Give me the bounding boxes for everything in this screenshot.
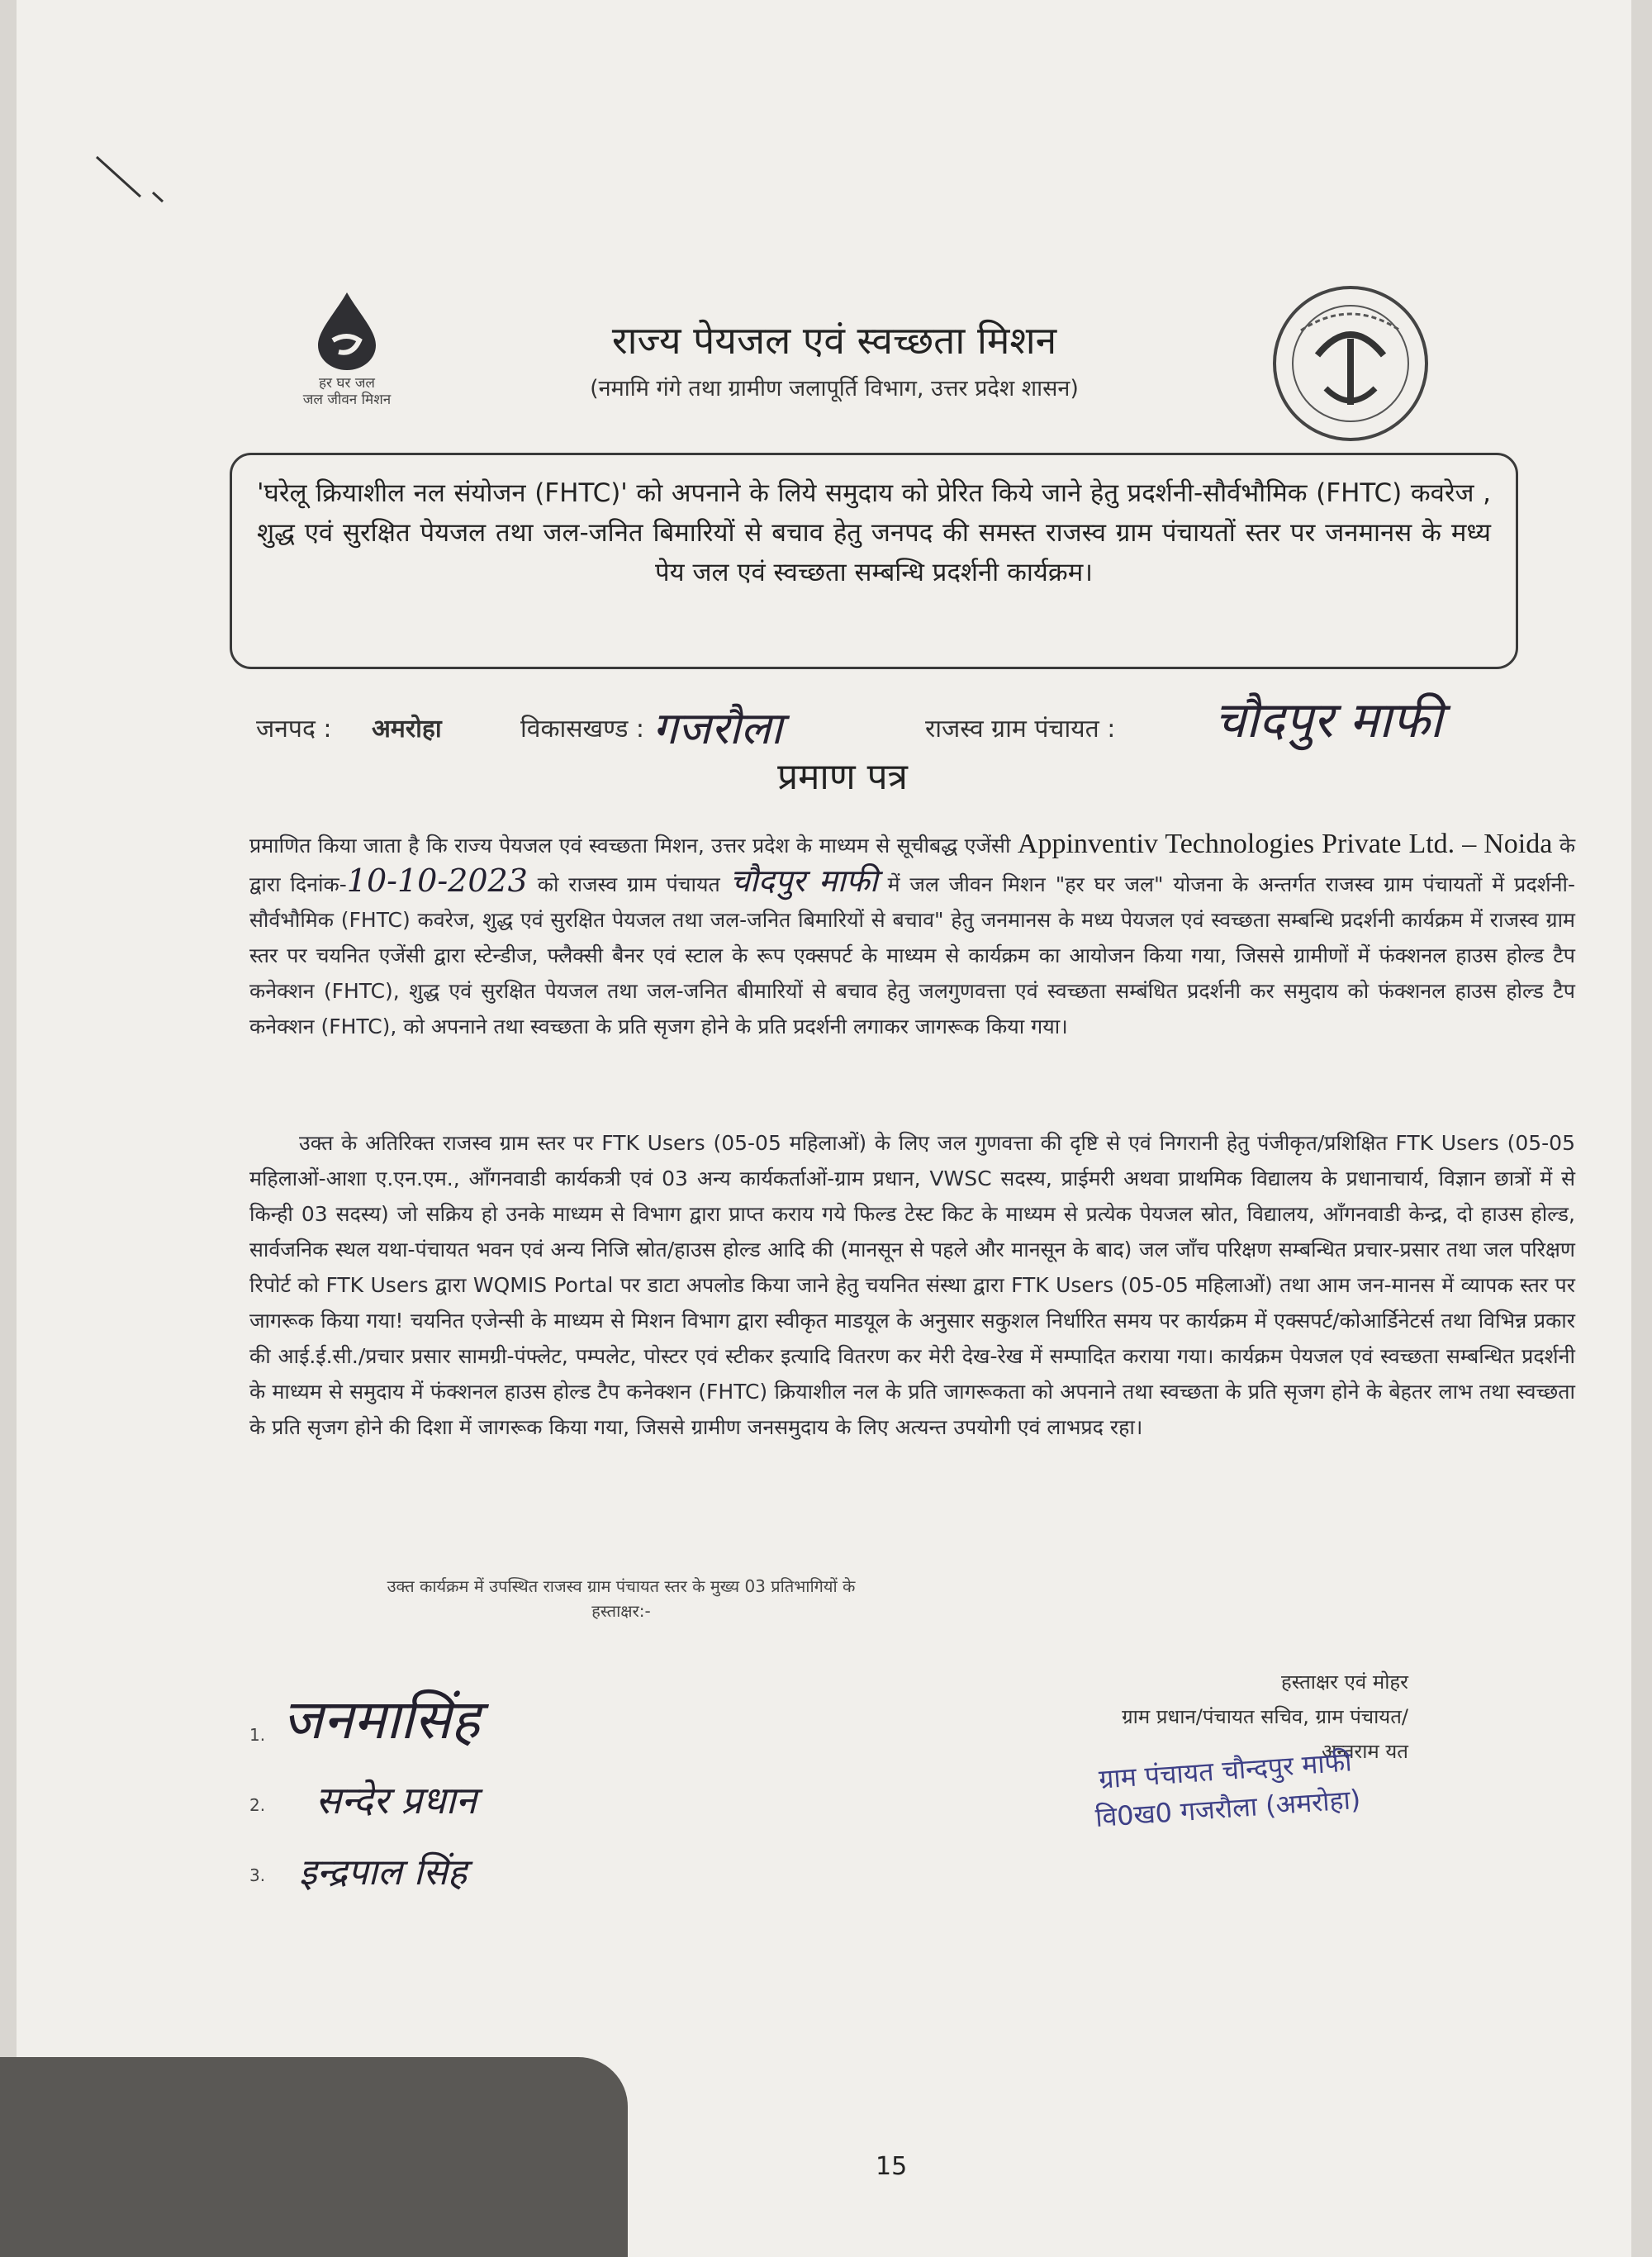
signature-intro-line2: हस्ताक्षर:- xyxy=(591,1601,651,1621)
seal-line-2: ग्राम प्रधान/पंचायत सचिव, ग्राम पंचायत/ xyxy=(1122,1705,1408,1728)
signature-value: इन्द्रपाल सिंह xyxy=(299,1851,468,1894)
body-paragraph-2: उक्त के अतिरिक्त राजस्व ग्राम स्तर पर FTK Users (05-05 महिलाओं) के लिए जल गुणवत्ता की दृष्टि से एवं निगरानी हेतु पंजीकृत/प्रशिक्षित FTK Users (05-05 महिलाओं-आशा ए.एन.एम., आँगनवाडी कार्यकत्री एवं 03 अन्य कार्यकर्ताओं-ग्राम प्रधान, VWSC सदस्य, प्राईमरी अथवा प्राथमिक विद्यालय के प्रधानाचार्य, विज्ञान छात्रों में से किन्ही 03 सदस्य) जो सक्रिय हो उनके माध्यम से विभाग द्वारा प्राप्त कराय गये फिल्ड टेस्ट किट के माध्यम से प्रत्येक पेयजल स्रोत, विद्यालय, आँगनवाडी केन्द्र, दो हाउस होल्ड, सार्वजनिक स्थल यथा-पंचायत भवन एवं अन्य निजि स्रोत/हाउस होल्ड आदि की (मानसून से पहले और मानसून के बाद) जल जाँच परिक्षण सम्बन्धित प्रचार-प्रसार तथा जल परिक्षण रिपोर्ट को FTK Users द्वारा WQMIS Portal पर डाटा अपलोड किया जाने हेतु चयनित संस्था द्वारा FTK Users (05-05 महिलाओं) तथा आम जन-मानस में व्यापक स्तर पर जागरूक किया गया! चयनित एजेन्सी के माध्यम से मिशन विभाग द्वारा स्वीकृत माडयूल के अनुसार सकुशल निर्धारित समय पर कार्यक्रम में एक्सपर्ट/कोआर्डिनेटर्स तथा विभिन्न प्रकार की आई.ई.सी./प्रचार प्रसार सामग्री-पंफ्लेट, पम्पलेट, पोस्टर एवं स्टीकर इत्यादि वितरण कर मेरी देख-रेख में सम्पादित कराया गया। कार्यक्रम पेयजल एवं स्वच्छता सम्बन्धित प्रदर्शनी के माध्यम से समुदाय में फंक्शनल हाउस होल्ड टैप कनेक्शन (FHTC) क्रियाशील नल के प्रति जागरूकता को अपनाने तथा स्वच्छता के प्रति सृजग होने के बेहतर लाभ तथा स्वच्छता के प्रति सृजग होने की दिशा में जागरूक किया गया, जिससे ग्रामीण जनसमुदाय के लिए अत्यन्त उपयोगी एवं लाभप्रद रहा। xyxy=(249,1131,1575,1439)
p1-text-b: के द्वारा दिनांक- xyxy=(249,834,1576,896)
document-page xyxy=(17,0,1631,2257)
seal-line-3: अन्तराम यत xyxy=(1321,1740,1408,1763)
up-state-emblem xyxy=(1268,281,1433,446)
panchayat-value: चौदपुर माफी xyxy=(1214,691,1443,749)
photo-shadow xyxy=(0,2057,628,2257)
district-value: अमरोहा xyxy=(372,715,442,744)
p1-text-d: में जल जीवन मिशन "हर घर जल" योजना के अन्तर्गत राजस्व ग्राम पंचायतों में प्रदर्शनी-सौर्वभौमिक (FHTC) कवरेज, शुद्ध एवं सुरक्षित पेयजल तथा जल-जनित बिमारियों से बचाव" हेतु जनमानस के मध्य पेयजल एवं स्वच्छता सम्बन्धि प्रदर्शनी कार्यक्रम में राजस्व ग्राम स्तर पर चयनित एजेंसी द्वारा स्टेन्डीज, फ्लैक्सी बैनर एवं स्टाल के रूप एक्सपर्ट के माध्यम से कार्यक्रम का आयोजन किया गया, जिससे ग्रामीणों में फंक्शनल हाउस होल्ड टैप कनेक्शन (FHTC), शुद्ध एवं सुरक्षित पेयजल तथा जल-जनित बीमारियों से बचाव हेतु जलगुणवत्ता एवं स्वच्छता सम्बंधित प्रदर्शनी कर समुदाय को फंक्शनल हाउस होल्ड टैप कनेक्शन (FHTC), को अपनाने तथा स्वच्छता के प्रति सृजग होने के प्रति प्रदर्शनी लगाकर जागरूक किया गया। xyxy=(249,872,1575,1038)
seal-line-1: हस्ताक्षर एवं मोहर xyxy=(1280,1670,1408,1694)
agency-name: Appinventiv Technologies Private Ltd. – Noida xyxy=(1017,829,1553,859)
jjm-logo xyxy=(293,289,401,408)
signature-number: 2. xyxy=(249,1795,266,1815)
p1-text-a: प्रमाणित किया जाता है कि राज्य पेयजल एवं स्वच्छता मिशन, उत्तर प्रदेश के माध्यम से सूचीबद्ध एजेंसी xyxy=(249,834,1011,858)
block-value: गजरौला xyxy=(653,702,783,754)
pen-mark xyxy=(95,147,169,205)
subject-box: 'घरेलू क्रियाशील नल संयोजन (FHTC)' को अपनाने के लिये समुदाय को प्रेरित किये जाने हेतु प्रदर्शनी-सौर्वभौमिक (FHTC) कवरेज , शुद्ध एवं सुरक्षित पेयजल तथा जल-जनित बिमारियों से बचाव हेतु जनपद की समस्त राजस्व ग्राम पंचायतों स्तर पर जनमानस के मध्य पेय जल एवं स्वच्छता सम्बन्धि प्रदर्शनी कार्यक्रम। xyxy=(230,453,1518,669)
signature-list xyxy=(249,1689,828,1900)
district-label: जनपद : xyxy=(256,715,332,744)
water-drop-icon xyxy=(310,289,384,372)
signature-intro-line1: उक्त कार्यक्रम में उपस्थित राजस्व ग्राम पंचायत स्तर के मुख्य 03 प्रतिभागियों के xyxy=(387,1576,856,1596)
signature-number: 1. xyxy=(249,1725,266,1745)
signature-row xyxy=(249,1830,828,1900)
stamp-line-2: वि0ख0 गजरौला (अमरोहा) xyxy=(1094,1783,1362,1834)
certificate-title: प्रमाण पत्र xyxy=(777,756,908,798)
logo-caption-1: हर घर जल xyxy=(319,375,375,392)
signature-row xyxy=(249,1760,828,1830)
panchayat-label: राजस्व ग्राम पंचायत : xyxy=(925,715,1116,744)
page-number: 15 xyxy=(876,2152,908,2181)
org-title: राज्य पेयजल एवं स्वच्छता मिशन xyxy=(611,318,1057,363)
body-paragraph-1 xyxy=(249,826,1575,1044)
program-date: 10-10-2023 xyxy=(346,862,528,899)
signature-row xyxy=(249,1689,828,1760)
signature-value: जनमासिंह xyxy=(282,1688,480,1751)
p1-text-c: को राजस्व ग्राम पंचायत xyxy=(537,872,720,896)
signature-number: 3. xyxy=(249,1865,266,1885)
org-subtitle: (नमामि गंगे तथा ग्रामीण जलापूर्ति विभाग, उत्तर प्रदेश शासन) xyxy=(590,376,1079,402)
logo-caption-2: जल जीवन मिशन xyxy=(302,392,392,408)
stamp-line-1: ग्राम पंचायत चौन्दपुर माफी xyxy=(1098,1746,1353,1795)
signature-intro xyxy=(249,1574,993,1623)
block-label: विकासखण्ड : xyxy=(520,715,645,744)
signature-value: सन्देर प्रधान xyxy=(316,1778,477,1822)
program-village: चौदपुर माफी xyxy=(729,862,878,899)
